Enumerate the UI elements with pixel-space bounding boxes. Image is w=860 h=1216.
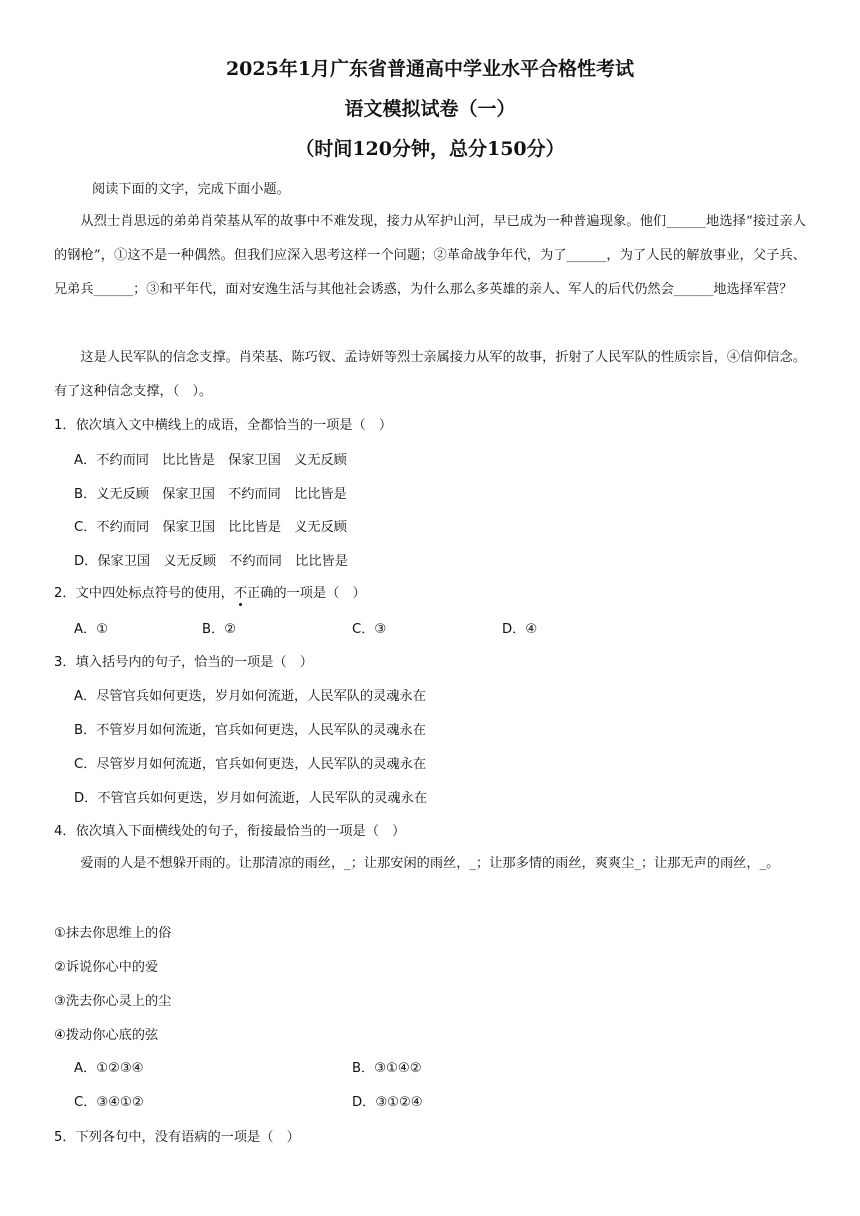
exam-subtitle: 语文模拟试卷（一）: [344, 98, 516, 120]
question-3-option-a[interactable]: A．尽管官兵如何更迭，岁月如何流逝，人民军队的灵魂永在: [74, 689, 426, 704]
question-4-option-d[interactable]: D．③①②④: [352, 1095, 423, 1110]
question-1-stem: 1．依次填入文中横线上的成语，全都恰当的一项是（ ）: [54, 418, 393, 433]
question-4-item-4: ④拨动你心底的弦: [54, 1028, 159, 1043]
question-4-option-b[interactable]: B．③①④②: [352, 1061, 422, 1076]
reading-instruction: 阅读下面的文字，完成下面小题。: [92, 182, 290, 197]
question-3-stem: 3．填入括号内的句子，恰当的一项是（ ）: [54, 655, 313, 670]
question-3-option-d[interactable]: D．不管官兵如何更迭，岁月如何流逝，人民军队的灵魂永在: [74, 791, 428, 806]
question-1-option-d[interactable]: D．保家卫国 义无反顾 不约而同 比比皆是: [74, 554, 348, 569]
question-5-stem: 5．下列各句中，没有语病的一项是（ ）: [54, 1130, 300, 1145]
question-1-option-b[interactable]: B．义无反顾 保家卫国 不约而同 比比皆是: [74, 487, 347, 502]
question-4-option-a[interactable]: A．①②③④: [74, 1061, 144, 1076]
question-1-option-a[interactable]: A．不约而同 比比皆是 保家卫国 义无反顾: [74, 453, 347, 468]
question-4-item-2: ②诉说你心中的爱: [54, 960, 159, 975]
exam-title: 2025年1月广东省普通高中学业水平合格性考试: [225, 58, 635, 80]
question-2-option-b[interactable]: B．②: [202, 622, 237, 637]
passage-paragraph-2: 这是人民军队的信念支撑。肖荣基、陈巧钗、孟诗妍等烈士亲属接力从军的故事，折射了人民军队的性质宗旨，④信仰信念。有了这种信念支撑，（ ）。: [54, 350, 806, 399]
question-2-stem: [54, 582, 366, 601]
question-2-emphasis-dot: 不: [233, 586, 248, 601]
passage-paragraph-1: 从烈士肖思远的弟弟肖荣基从军的故事中不难发现，接力从军护山河，早已成为一种普遍现象。他们______地选择“接过亲人的钢枪”，①这不是一种偶然。但我们应深入思考这样一个问题；②革命战争年代，为了______，为了人民的解放事业，父子兵、兄弟兵______；③和平年代，面对安逸生活与其他社会诱惑，为什么那么多英雄的亲人、军人的后代仍然会______地选择军营？: [54, 214, 806, 297]
question-2-stem-before: 2．文中四处标点符号的使用，: [54, 586, 234, 601]
question-4-item-1: ①抹去你思维上的俗: [54, 926, 172, 941]
question-1-option-c[interactable]: C．不约而同 保家卫国 比比皆是 义无反顾: [74, 520, 347, 535]
question-3-option-c[interactable]: C．尽管岁月如何流逝，官兵如何更迭，人民军队的灵魂永在: [74, 757, 427, 772]
question-2-option-c[interactable]: C．③: [352, 622, 387, 637]
exam-time-info: （时间120分钟，总分150分）: [295, 138, 565, 160]
question-2-option-d[interactable]: D．④: [502, 622, 538, 637]
question-2-stem-after: 正确的一项是（ ）: [247, 586, 366, 601]
question-3-option-b[interactable]: B．不管岁月如何流逝，官兵如何更迭，人民军队的灵魂永在: [74, 723, 426, 738]
question-4-passage: 爱雨的人是不想躲开雨的。让那清凉的雨丝，_；让那安闲的雨丝，_；让那多情的雨丝，爽爽尘_；让那无声的雨丝，_。: [80, 856, 780, 871]
question-4-item-3: ③洗去你心灵上的尘: [54, 994, 172, 1009]
question-4-option-c[interactable]: C．③④①②: [74, 1095, 144, 1110]
question-2-option-a[interactable]: A．①: [74, 622, 109, 637]
question-4-stem: 4．依次填入下面横线处的句子，衔接最恰当的一项是（ ）: [54, 824, 406, 839]
